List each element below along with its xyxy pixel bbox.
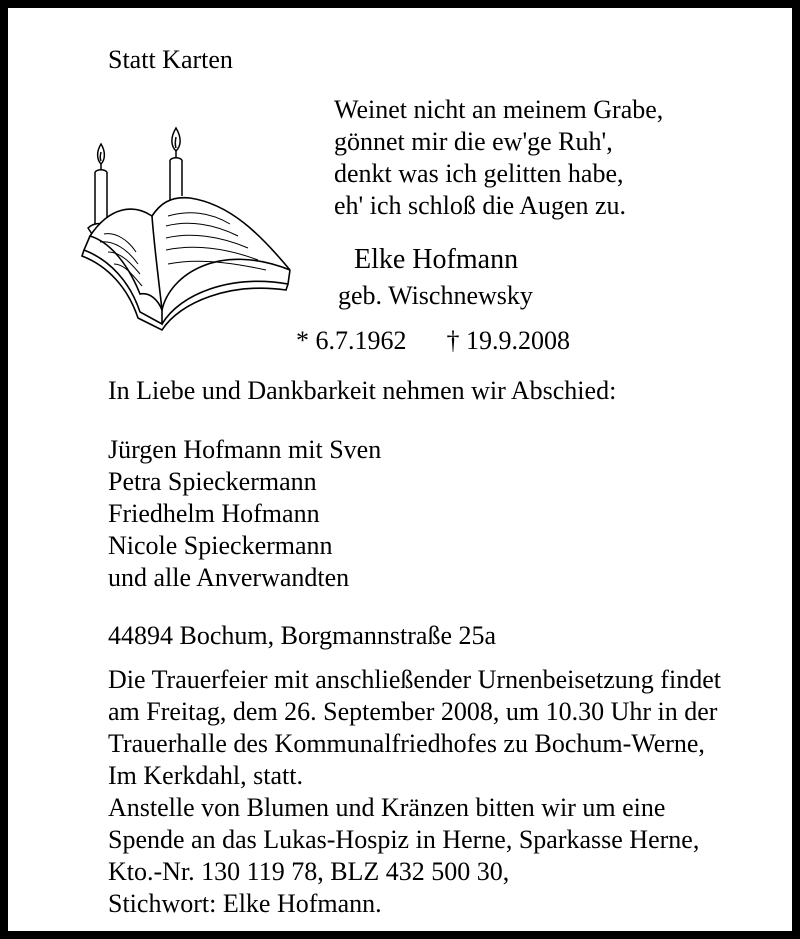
open-book-icon: [82, 198, 290, 330]
farewell-line: In Liebe und Dankbarkeit nehmen wir Abschied:: [108, 376, 617, 405]
candle-right-icon: [170, 128, 182, 200]
funeral-line: Kto.-Nr. 130 119 78, BLZ 432 500 30,: [108, 857, 510, 886]
mourner: und alle Anverwandten: [108, 563, 350, 592]
candles-and-book-illustration: [70, 124, 296, 334]
death-date: † 19.9.2008: [446, 326, 570, 355]
funeral-information: [108, 664, 721, 920]
mourner: Nicole Spieckermann: [108, 531, 333, 560]
poem-line: eh' ich schloß die Augen zu.: [334, 191, 627, 220]
birth-date: * 6.7.1962: [296, 326, 407, 355]
deceased-name: Elke Hofmann: [354, 244, 519, 275]
funeral-line: Stichwort: Elke Hofmann.: [108, 889, 382, 918]
funeral-line: Trauerhalle des Kommunalfriedhofes zu Bochum-Werne,: [108, 729, 705, 758]
address: 44894 Bochum, Borgmannstraße 25a: [108, 621, 497, 650]
poem-line: denkt was ich gelitten habe,: [334, 159, 624, 188]
poem-line: Weinet nicht an meinem Grabe,: [334, 95, 664, 124]
mourner: Petra Spieckermann: [108, 467, 317, 496]
funeral-line: Anstelle von Blumen und Kränzen bitten wir um eine: [108, 793, 666, 822]
header-statt-karten: Statt Karten: [108, 45, 233, 74]
funeral-line: Spende an das Lukas-Hospiz in Herne, Sparkasse Herne,: [108, 825, 700, 854]
mourner: Friedhelm Hofmann: [108, 499, 320, 528]
life-dates: [296, 325, 570, 356]
funeral-line: Die Trauerfeier mit anschließender Urnenbeisetzung findet: [108, 665, 721, 694]
mourner: Jürgen Hofmann mit Sven: [108, 435, 382, 464]
funeral-line: am Freitag, dem 26. September 2008, um 10.30 Uhr in der: [108, 697, 718, 726]
maiden-name: geb. Wischnewsky: [338, 281, 533, 310]
poem: [334, 94, 663, 222]
mourners-list: [108, 434, 381, 594]
poem-line: gönnet mir die ew'ge Ruh',: [334, 127, 613, 156]
funeral-line: Im Kerkdahl, statt.: [108, 761, 303, 790]
